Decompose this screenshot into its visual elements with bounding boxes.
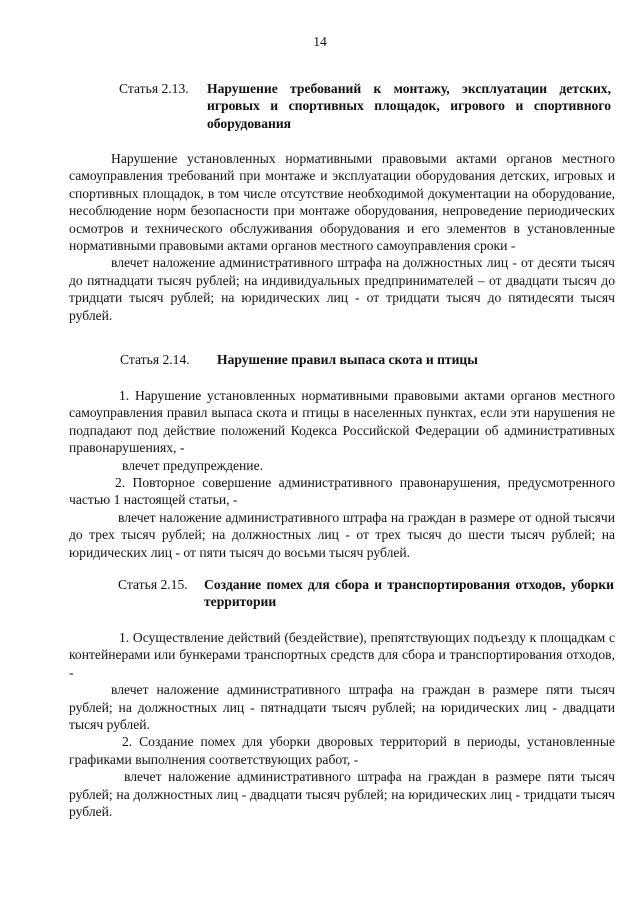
article-label: Статья 2.13.	[119, 81, 189, 96]
article-heading-2-13	[0, 80, 611, 132]
paragraph: 1. Осуществление действий (бездействие), препятствующих подъезду к площадкам с контейнерами или бункерами транспортных средств для сбора и транспортирования отходов, -	[69, 630, 615, 680]
paragraph: влечет наложение административного штрафа на должностных лиц - от десяти тысяч до пятнадцати тысяч рублей; на индивидуальных предпринимателей – от двадцати тысяч до тридцати тысяч рублей; на юридических лиц - от тридцати тысяч до пятидесяти тысяч рублей.	[69, 255, 615, 323]
article-body-2-15	[69, 629, 615, 820]
article-title: Нарушение требований к монтажу, эксплуатации детских, игровых и спортивных площадок, игрового и спортивного оборудования	[207, 81, 611, 131]
paragraph: влечет наложение административного штрафа на граждан в размере пяти тысяч рублей; на должностных лиц - двадцати тысяч рублей; на юридических лиц - тридцати тысяч рублей.	[69, 769, 615, 820]
article-label: Статья 2.14.	[120, 352, 190, 367]
article-heading-2-15	[0, 576, 614, 611]
article-heading-2-14	[0, 351, 478, 368]
article-title: Создание помех для сбора и транспортирования отходов, уборки территории	[204, 577, 614, 610]
paragraph: влечет наложение административного штрафа на граждан в размере пяти тысяч рублей; на должностных лиц - пятнадцати тысяч рублей; на юридических лиц - двадцати тысяч рублей.	[69, 682, 615, 733]
paragraph: 2. Создание помех для уборки дворовых территорий в периоды, установленные графиками выполнения соответствующих работ, -	[69, 734, 615, 767]
page-number: 14	[313, 34, 327, 49]
article-body-2-13	[69, 150, 615, 324]
paragraph: влечет наложение административного штрафа на граждан в размере от одной тысячи до трех тысяч рублей; на должностных лиц - от трех тысяч до шести тысяч рублей; на юридических лиц - от пяти тысяч до восьми тысяч рублей.	[69, 509, 615, 560]
paragraph: влечет предупреждение.	[122, 457, 263, 473]
paragraph: 1. Нарушение установленных нормативными правовыми актами органов местного самоуправления правил выпаса скота и птицы в населенных пунктах, если эти нарушения не подпадают под действие положений Кодекса Российской Федерации об административных правонарушениях, -	[69, 388, 615, 456]
paragraph: Нарушение установленных нормативными правовыми актами органов местного самоуправления требований при монтаже и эксплуатации оборудования детских, игровых и спортивных площадок, в том числе отсутствие необходимой документации на оборудование, несоблюдение норм безопасности при монтаже оборудования, непроведение периодических осмотров и технического обслуживания оборудования и его элементов в установленные нормативными правовыми актами органов местного самоуправления сроки -	[69, 151, 615, 254]
paragraph: 2. Повторное совершение административного правонарушения, предусмотренного частью 1 настоящей статьи, -	[69, 475, 615, 508]
article-body-2-14	[69, 387, 615, 561]
article-label: Статья 2.15.	[118, 577, 188, 592]
article-title: Нарушение правил выпаса скота и птицы	[217, 352, 478, 367]
